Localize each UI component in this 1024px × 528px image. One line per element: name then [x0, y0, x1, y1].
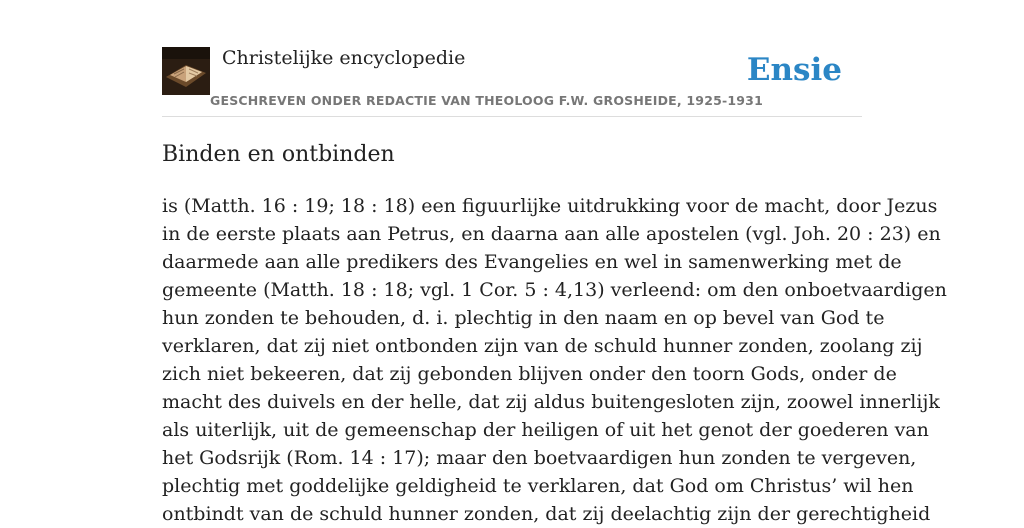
article-text-line: ontbindt van de schuld hunner zonden, dat zij deelachtig zijn der gerechtigheid [162, 503, 931, 525]
site-header [162, 46, 862, 117]
article-text-line: plechtig met goddelijke geldigheid te verklaren, dat God om Christus’ wil hen [162, 475, 914, 497]
article-text-line: zich niet bekeeren, dat zij gebonden blijven onder den toorn Gods, onder de [162, 363, 897, 385]
site-title[interactable]: Christelijke encyclopedie [222, 47, 466, 69]
article-text-line: als uiterlijk, uit de gemeenschap der heiligen of uit het genot der goederen van [162, 419, 929, 441]
article-text-line: macht des duivels en der helle, dat zij aldus buitengesloten zijn, zoowel innerlijk [162, 391, 940, 413]
article-text-line: in de eerste plaats aan Petrus, en daarna aan alle apostelen (vgl. Joh. 20 : 23) en [162, 223, 941, 245]
page-title: Binden en ontbinden [162, 142, 395, 167]
site-subtitle: GESCHREVEN ONDER REDACTIE VAN THEOLOOG F.W. GROSHEIDE, 1925-1931 [210, 93, 763, 108]
book-icon[interactable] [162, 47, 210, 95]
article-text-line: daarmede aan alle predikers des Evangelies en wel in samenwerking met de [162, 251, 902, 273]
article-text-line: gemeente (Matth. 18 : 18; vgl. 1 Cor. 5 : 4,13) verleend: om den onboetvaardigen [162, 279, 947, 301]
article-text-line: hun zonden te behouden, d. i. plechtig in den naam en op bevel van God te [162, 307, 885, 329]
article-text-line: is (Matth. 16 : 19; 18 : 18) een figuurlijke uitdrukking voor de macht, door Jezus [162, 195, 938, 217]
article-body [162, 192, 947, 525]
brand-logo[interactable]: Ensie [746, 52, 842, 88]
article-text-line: het Godsrijk (Rom. 14 : 17); maar den boetvaardigen hun zonden te vergeven, [162, 447, 917, 469]
article-text-line: verklaren, dat zij niet ontbonden zijn van de schuld hunner zonden, zoolang zij [162, 335, 923, 357]
